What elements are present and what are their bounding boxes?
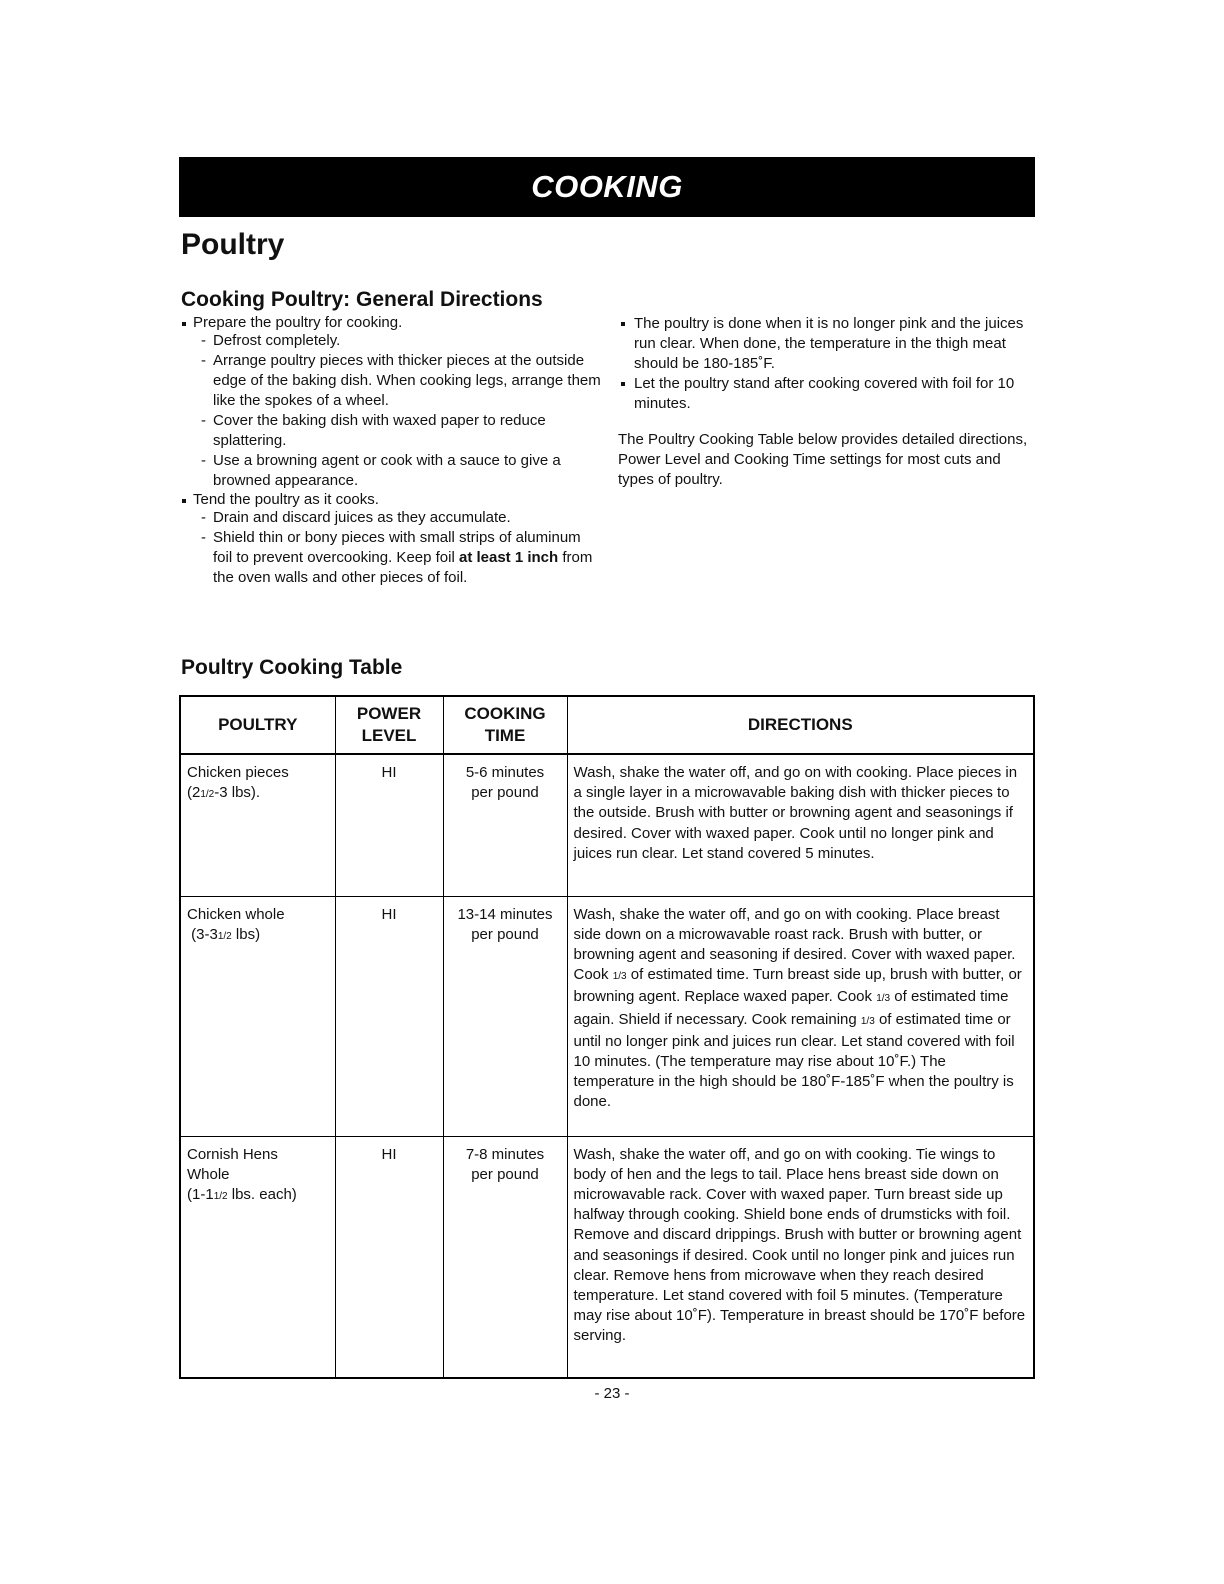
page-number: - 23 - — [594, 1385, 630, 1402]
cell-directions: Wash, shake the water off, and go on with cooking. Place pieces in a single layer in a microwavable baking dish with thicker pieces to the outside. Brush with butter or browning agent and seasonings if desired. Cover with waxed paper. Cook until no longer pink and juices run clear. Let stand covered 5 minutes. — [567, 754, 1034, 896]
general-directions-left-column — [181, 314, 601, 588]
general-directions-right-column — [618, 314, 1028, 490]
bullet-text: Tend the poultry as it cooks. — [193, 491, 379, 508]
bullet-tend — [181, 491, 601, 508]
header-poultry: POULTRY — [180, 696, 335, 754]
sub-item-text: from the oven walls and other pieces of foil. — [213, 549, 593, 586]
table-row — [180, 754, 1034, 896]
cell-power-level: HI — [335, 754, 443, 896]
bullet-text: The poultry is done when it is no longer pink and the juices run clear. When done, the temperature in the thigh meat should be 180-185˚F. — [634, 315, 1024, 372]
sub-item-bold-text: at least 1 inch — [458, 549, 559, 566]
table-row — [180, 1136, 1034, 1378]
sub-item: - Defrost completely. — [201, 332, 341, 349]
general-directions-heading: Cooking Poultry: General Directions — [181, 288, 543, 311]
header-directions: DIRECTIONS — [567, 696, 1034, 754]
cell-cooking-time: 13-14 minutes per pound — [443, 896, 567, 1136]
bullet-stand — [618, 374, 1028, 414]
bullet-prepare — [181, 314, 601, 331]
cell-cooking-time: 5-6 minutes per pound — [443, 754, 567, 896]
sub-item-text: Arrange poultry pieces with thicker pieces at the outside edge of the baking dish. When cooking legs, arrange them like the spokes of a wheel. — [213, 352, 601, 409]
cell-power-level: HI — [335, 896, 443, 1136]
sub-item: - Arrange poultry pieces with thicker pieces at the outside edge of the baking dish. When cooking legs, arrange them like the spokes of a wheel. — [201, 352, 601, 409]
banner-title: COOKING — [531, 169, 683, 204]
table-intro-paragraph: The Poultry Cooking Table below provides detailed directions, Power Level and Cooking Time settings for most cuts and types of poultry. — [618, 431, 1028, 488]
table-heading: Poultry Cooking Table — [181, 656, 403, 679]
cell-directions: Wash, shake the water off, and go on with cooking. Place breast side down on a microwavable roast rack. Brush with butter, or browning agent and seasoning if desired. Cover with waxed paper. Cook 1/3 of estimated time. Turn breast side up, brush with butter, or browning agent. Replace waxed paper. Cook 1/3 of estimated time again. Shield if necessary. Cook remaining 1/3 of estimated time or until no longer pink and juices run clear. Let stand covered with foil 10 minutes. (The temperature may rise about 10˚F.) The temperature in the high should be 180˚F-185˚F when the poultry is done. — [567, 896, 1034, 1136]
bullet-text: Prepare the poultry for cooking. — [193, 314, 403, 331]
sub-item-text: Defrost completely. — [213, 332, 341, 349]
table-header-row — [180, 696, 1034, 754]
page-title: Poultry — [181, 228, 285, 261]
cell-directions: Wash, shake the water off, and go on with cooking. Tie wings to body of hen and the legs to tail. Place hens breast side down on microwavable rack. Cover with waxed paper. Turn breast side up halfway through cooking. Shield bone ends of drumsticks with foil. Remove and discard drippings. Brush with butter or browning agent and seasonings if desired. Cook until no longer pink and juices run clear. Remove hens from microwave when they reach desired temperature. Let stand covered with foil 5 minutes. (Temperature may rise about 10˚F). Temperature in breast should be 170˚F before serving. — [567, 1136, 1034, 1378]
sub-item-text: Drain and discard juices as they accumulate. — [213, 509, 511, 526]
table-row — [180, 896, 1034, 1136]
section-banner — [179, 157, 1035, 217]
bullet-text: Let the poultry stand after cooking covered with foil for 10 minutes. — [634, 375, 1015, 412]
sub-item-text: Cover the baking dish with waxed paper to reduce splattering. — [213, 412, 546, 449]
sub-item-text: Use a browning agent or cook with a sauce to give a browned appearance. — [213, 452, 561, 489]
bullet-done — [618, 314, 1028, 374]
cell-power-level: HI — [335, 1136, 443, 1378]
cell-poultry: Chicken pieces (21/2-3 lbs). — [180, 754, 335, 896]
header-cooking-time: COOKING TIME — [443, 696, 567, 754]
poultry-cooking-table — [179, 695, 1035, 1379]
cell-poultry: Cornish Hens Whole (1-11/2 lbs. each) — [180, 1136, 335, 1378]
cell-poultry: Chicken whole (3-31/2 lbs) — [180, 896, 335, 1136]
header-power-level: POWER LEVEL — [335, 696, 443, 754]
sub-item: - Cover the baking dish with waxed paper to reduce splattering. — [201, 412, 546, 449]
sub-item: - Use a browning agent or cook with a sauce to give a browned appearance. — [201, 452, 561, 489]
sub-item-shield: - Shield thin or bony pieces with small strips of aluminum foil to prevent overcooking. Keep foil at least 1 inch from the oven walls and other pieces of foil. — [201, 529, 593, 586]
cell-cooking-time: 7-8 minutes per pound — [443, 1136, 567, 1378]
sub-item-text: Shield thin or bony pieces with small strips of aluminum foil to prevent overcooking. Keep foil — [213, 529, 581, 566]
sub-item: - Drain and discard juices as they accumulate. — [201, 509, 511, 526]
